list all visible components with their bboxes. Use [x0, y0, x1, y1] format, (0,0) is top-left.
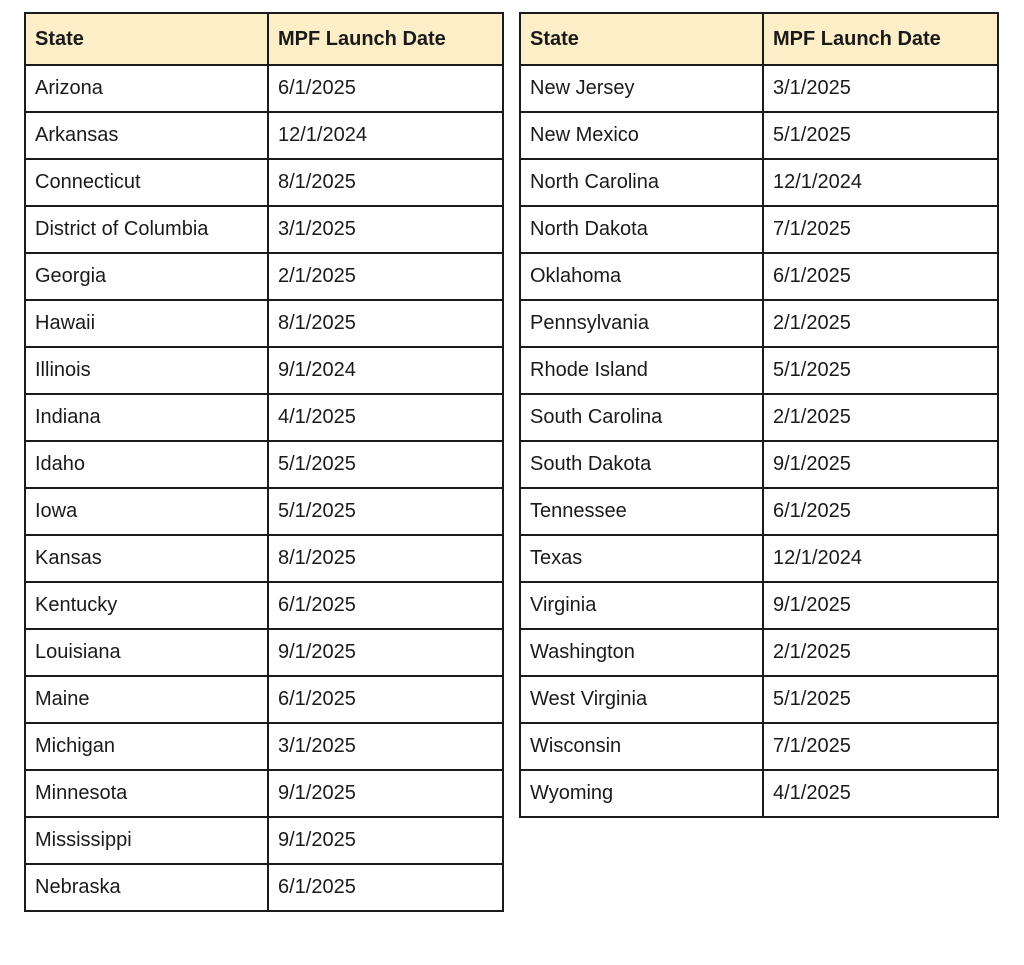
table-row — [25, 112, 503, 159]
launch-date-cell: 7/1/2025 — [763, 723, 998, 770]
state-cell: Texas — [520, 535, 763, 582]
state-cell: Oklahoma — [520, 253, 763, 300]
table-row — [25, 159, 503, 206]
launch-date-cell: 6/1/2025 — [268, 582, 503, 629]
table-row — [25, 441, 503, 488]
state-cell: Illinois — [25, 347, 268, 394]
state-cell: Connecticut — [25, 159, 268, 206]
table-row — [25, 347, 503, 394]
state-column-header: State — [520, 13, 763, 65]
state-cell: Maine — [25, 676, 268, 723]
launch-date-cell: 4/1/2025 — [763, 770, 998, 817]
state-cell: Arkansas — [25, 112, 268, 159]
state-cell: Kentucky — [25, 582, 268, 629]
state-cell: Mississippi — [25, 817, 268, 864]
table-row — [520, 723, 998, 770]
table-row — [520, 253, 998, 300]
state-cell: Virginia — [520, 582, 763, 629]
table-row — [25, 629, 503, 676]
table-row — [520, 629, 998, 676]
launch-date-cell: 8/1/2025 — [268, 159, 503, 206]
table-row — [520, 676, 998, 723]
state-cell: Wyoming — [520, 770, 763, 817]
state-cell: Georgia — [25, 253, 268, 300]
launch-date-cell: 8/1/2025 — [268, 535, 503, 582]
table-row — [25, 206, 503, 253]
table-row — [520, 159, 998, 206]
launch-date-column-header: MPF Launch Date — [763, 13, 998, 65]
table-row — [520, 112, 998, 159]
table-row — [520, 488, 998, 535]
launch-date-cell: 3/1/2025 — [268, 206, 503, 253]
state-cell: New Jersey — [520, 65, 763, 112]
launch-date-table-right — [519, 12, 999, 818]
table-row — [520, 347, 998, 394]
launch-date-cell: 8/1/2025 — [268, 300, 503, 347]
state-cell: District of Columbia — [25, 206, 268, 253]
state-cell: South Dakota — [520, 441, 763, 488]
state-cell: Wisconsin — [520, 723, 763, 770]
state-cell: Iowa — [25, 488, 268, 535]
launch-date-cell: 3/1/2025 — [268, 723, 503, 770]
launch-date-cell: 12/1/2024 — [268, 112, 503, 159]
table-row — [520, 206, 998, 253]
launch-date-cell: 6/1/2025 — [268, 65, 503, 112]
state-cell: Indiana — [25, 394, 268, 441]
table-row — [520, 582, 998, 629]
launch-date-cell: 12/1/2024 — [763, 535, 998, 582]
launch-date-cell: 5/1/2025 — [268, 441, 503, 488]
launch-date-cell: 5/1/2025 — [763, 676, 998, 723]
table-row — [25, 300, 503, 347]
table-header-row — [520, 13, 998, 65]
table-row — [25, 676, 503, 723]
launch-date-column-header: MPF Launch Date — [268, 13, 503, 65]
state-cell: Nebraska — [25, 864, 268, 911]
table-row — [520, 65, 998, 112]
launch-date-cell: 2/1/2025 — [763, 394, 998, 441]
table-row — [520, 394, 998, 441]
table-row — [25, 488, 503, 535]
launch-date-cell: 5/1/2025 — [763, 347, 998, 394]
launch-date-cell: 3/1/2025 — [763, 65, 998, 112]
launch-date-cell: 7/1/2025 — [763, 206, 998, 253]
state-cell: North Dakota — [520, 206, 763, 253]
launch-date-table-left — [24, 12, 504, 912]
state-cell: Louisiana — [25, 629, 268, 676]
launch-date-cell: 9/1/2025 — [268, 770, 503, 817]
table-row — [25, 394, 503, 441]
table-row — [25, 817, 503, 864]
table-row — [25, 864, 503, 911]
launch-date-cell: 6/1/2025 — [763, 488, 998, 535]
state-cell: Michigan — [25, 723, 268, 770]
table-row — [25, 253, 503, 300]
launch-date-cell: 6/1/2025 — [268, 676, 503, 723]
state-cell: Tennessee — [520, 488, 763, 535]
launch-date-cell: 5/1/2025 — [268, 488, 503, 535]
launch-date-cell: 4/1/2025 — [268, 394, 503, 441]
table-row — [520, 770, 998, 817]
launch-date-cell: 9/1/2025 — [763, 441, 998, 488]
state-cell: Rhode Island — [520, 347, 763, 394]
state-cell: North Carolina — [520, 159, 763, 206]
launch-date-cell: 2/1/2025 — [268, 253, 503, 300]
launch-date-cell: 9/1/2025 — [763, 582, 998, 629]
state-cell: Pennsylvania — [520, 300, 763, 347]
table-row — [25, 770, 503, 817]
state-cell: West Virginia — [520, 676, 763, 723]
table-row — [25, 535, 503, 582]
state-cell: South Carolina — [520, 394, 763, 441]
launch-date-cell: 9/1/2025 — [268, 629, 503, 676]
state-cell: Hawaii — [25, 300, 268, 347]
state-cell: Washington — [520, 629, 763, 676]
launch-date-cell: 2/1/2025 — [763, 629, 998, 676]
launch-date-cell: 5/1/2025 — [763, 112, 998, 159]
table-row — [520, 300, 998, 347]
table-row — [25, 65, 503, 112]
state-cell: Arizona — [25, 65, 268, 112]
state-column-header: State — [25, 13, 268, 65]
launch-date-cell: 12/1/2024 — [763, 159, 998, 206]
launch-date-cell: 6/1/2025 — [268, 864, 503, 911]
state-cell: New Mexico — [520, 112, 763, 159]
state-cell: Kansas — [25, 535, 268, 582]
table-row — [520, 441, 998, 488]
launch-date-cell: 9/1/2025 — [268, 817, 503, 864]
state-cell: Idaho — [25, 441, 268, 488]
launch-date-cell: 9/1/2024 — [268, 347, 503, 394]
table-row — [520, 535, 998, 582]
table-header-row — [25, 13, 503, 65]
launch-date-cell: 6/1/2025 — [763, 253, 998, 300]
table-row — [25, 582, 503, 629]
state-cell: Minnesota — [25, 770, 268, 817]
launch-date-cell: 2/1/2025 — [763, 300, 998, 347]
table-row — [25, 723, 503, 770]
